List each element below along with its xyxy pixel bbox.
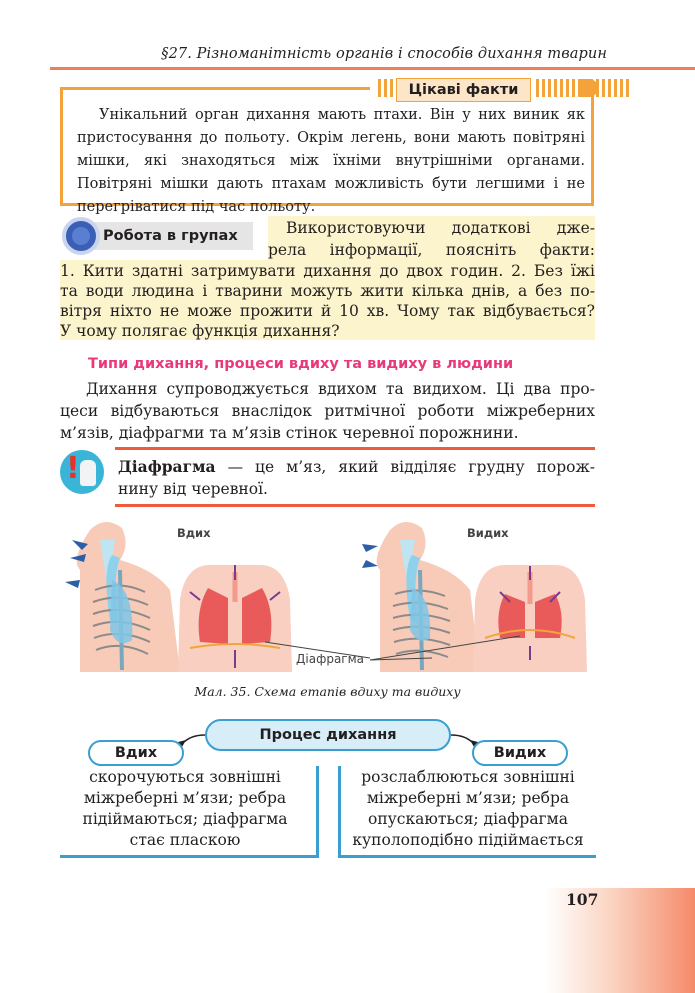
scheme-right-hrule xyxy=(338,855,596,858)
group-work-label: Робота в групах xyxy=(93,222,253,250)
paragraph-line: Дихання супроводжується вдихом та видихом. Ці два про- xyxy=(86,380,595,398)
scheme-exhale-title: Видих xyxy=(472,740,568,766)
scheme-center: Процес дихання xyxy=(205,719,451,751)
scheme-line: куполоподібно підіймається xyxy=(352,831,584,849)
group-work-line: У чому полягає функція дихання? xyxy=(60,322,340,340)
scheme-line: підіймаються; діафрагма xyxy=(82,810,288,828)
exclamation-robot-icon: ! xyxy=(60,450,104,494)
figure-caption: Мал. 35. Схема етапів вдиху та видиху xyxy=(194,684,461,699)
scheme-line: стає плаcкою xyxy=(129,831,241,849)
section-title: Типи дихання, процеси вдиху та видиху в людини xyxy=(88,356,514,372)
scheme-line: опускаються; діафрагма xyxy=(368,810,568,828)
scheme-left-hrule xyxy=(60,855,319,858)
scheme-line: міжреберні м’язи; ребра xyxy=(366,789,570,807)
scheme-line: розслаблюються зовнішні xyxy=(361,768,575,786)
scheme-line: скорочуються зовнішні xyxy=(89,768,281,786)
paragraph-line: цеси відбуваються внаслідок ритмічної роботи міжреберних xyxy=(60,402,595,420)
group-work-line: Використовуючи додаткові дже- xyxy=(268,216,595,240)
exhale-label: Видих xyxy=(467,526,509,540)
scheme-inhale-text xyxy=(55,767,315,851)
scheme-right-vrule xyxy=(338,766,341,858)
paragraph-line: м’язів, діафрагми та м’язів стінок черевної порожнини. xyxy=(60,424,519,442)
facts-text: Унікальний орган дихання мають птахи. Він у них виник як пристосування до польоту. Окрім легень, вони мають повітряні мішки, які знаходяться між їхніми внутрішніми органами. Повітряні мішки дають птахам можливість бути легшими і не перегріватися під час польоту. xyxy=(77,107,585,215)
group-work-line: вітря ніхто не може прожити й 10 хв. Чому так відбувається? xyxy=(60,302,595,320)
definition-text: — це м’яз, який відділяє грудну порож- xyxy=(215,458,595,476)
definition-text: нину від черевної. xyxy=(118,480,268,498)
definition-term: Діафрагма xyxy=(118,457,216,476)
running-title: §27. Різноманітність органів і способів дихання тварин xyxy=(161,46,607,62)
diaphragm-label: Діафрагма xyxy=(296,652,365,666)
scheme-inhale-title: Вдих xyxy=(88,740,184,766)
group-work-line: 1. Кити здатні затримувати дихання до двох годин. 2. Без їжі xyxy=(60,262,595,280)
scheme-line: міжреберні м’язи; ребра xyxy=(83,789,287,807)
group-work-line: рела інформації, поясніть факти: xyxy=(268,241,595,259)
facts-title: Цікаві факти xyxy=(396,78,531,102)
inhale-label: Вдих xyxy=(177,526,211,540)
group-work-line: та води людина і тварини можуть жити кілька днів, а без по- xyxy=(60,282,595,300)
page-number: 107 xyxy=(566,890,599,909)
scheme-left-vrule xyxy=(316,766,319,858)
scheme-exhale-text xyxy=(338,767,598,851)
